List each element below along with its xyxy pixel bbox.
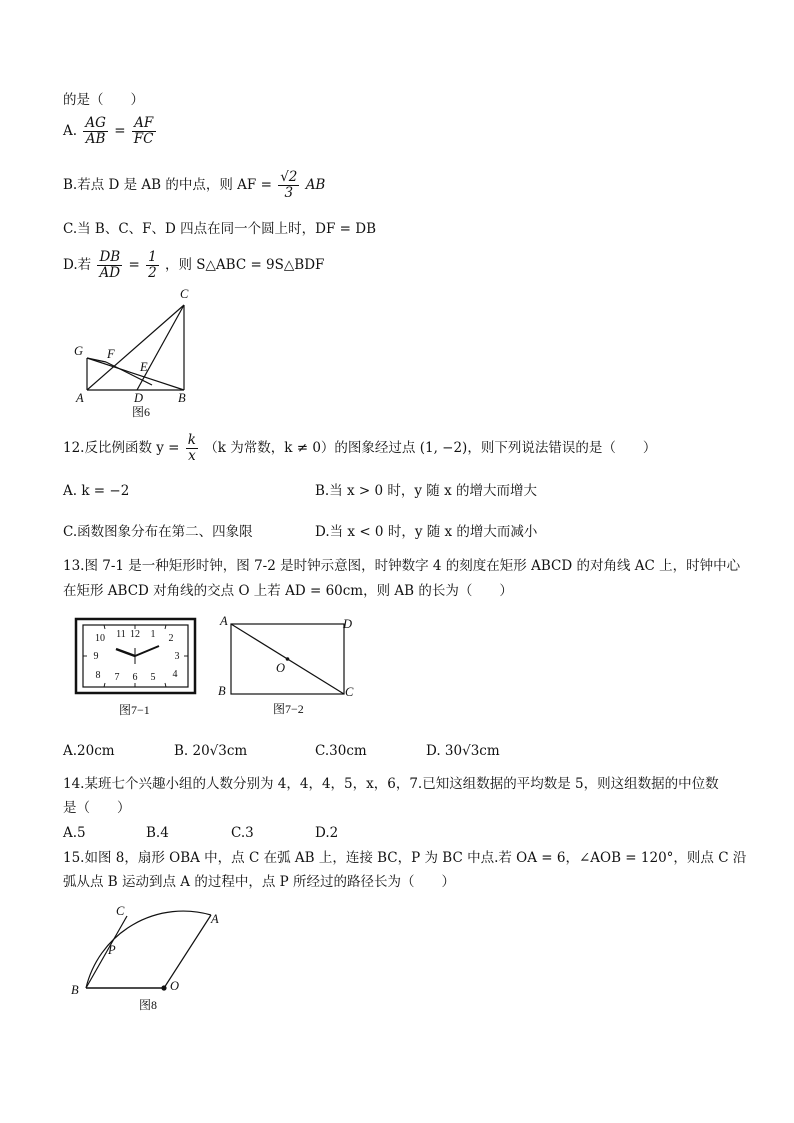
q13-line-2: 在矩形 ABCD 对角线的交点 O 上若 AD = 60cm，则 AB 的长为（ ） bbox=[63, 583, 513, 599]
svg-text:3: 3 bbox=[174, 651, 180, 662]
svg-text:6: 6 bbox=[132, 672, 138, 683]
figure-7-1-clock bbox=[74, 617, 199, 722]
svg-text:7: 7 bbox=[114, 672, 120, 683]
q12-option-d[interactable]: D.当 x < 0 时，y 随 x 的增大而减小 bbox=[315, 524, 538, 540]
q15-line-1: 15.如图 8，扇形 OBA 中，点 C 在弧 AB 上，连接 BC，P 为 BC 中点.若 OA = 6，∠AOB = 120°，则点 C 沿 bbox=[63, 850, 747, 866]
svg-text:11: 11 bbox=[116, 629, 126, 640]
q12-option-b[interactable]: B.当 x > 0 时，y 随 x 的增大而增大 bbox=[315, 483, 538, 499]
segment-oa bbox=[164, 915, 211, 988]
q12-option-c[interactable]: C.函数图象分布在第二、四象限 bbox=[63, 524, 253, 540]
q12-k-over-x: $\frac{k}{x}$ bbox=[187, 432, 196, 464]
svg-text:2: 2 bbox=[168, 633, 174, 644]
q11-option-d-half: $\frac{1}{2}$ bbox=[148, 249, 157, 281]
q14-option-c[interactable]: C.3 bbox=[231, 825, 254, 841]
figure-7-2-caption: 图7−2 bbox=[273, 702, 304, 716]
q13-option-b[interactable]: B. 20√3cm bbox=[174, 743, 248, 759]
q11-option-b-fraction: $\frac{√2}{3}$ bbox=[280, 169, 298, 201]
svg-text:5: 5 bbox=[150, 672, 156, 683]
label-a: A bbox=[220, 614, 228, 628]
q13-line-1: 13.图 7-1 是一种矩形时钟，图 7-2 是时钟示意图，时钟数字 4 的刻度在矩形 ABCD 的对角线 AC 上，时钟中心 bbox=[63, 558, 741, 574]
label-a: A bbox=[211, 912, 219, 926]
label-o: O bbox=[170, 979, 180, 993]
q14-option-b[interactable]: B.4 bbox=[146, 825, 169, 841]
arc-ab bbox=[86, 911, 211, 988]
label-o: O bbox=[276, 661, 286, 675]
q11-option-d[interactable] bbox=[63, 250, 324, 281]
svg-text:12: 12 bbox=[130, 629, 140, 640]
equals-sign: = bbox=[114, 123, 126, 139]
figure-7-2-rectangle bbox=[215, 612, 365, 720]
q11-stem-tail: 的是（ ） bbox=[63, 92, 144, 108]
figure-8-caption: 图8 bbox=[139, 998, 158, 1012]
q13-option-a[interactable]: A.20cm bbox=[63, 743, 115, 759]
label-c: C bbox=[180, 287, 189, 301]
segment-bc bbox=[86, 916, 127, 988]
figure-8-sector bbox=[66, 898, 231, 1013]
segment-cd bbox=[137, 305, 184, 390]
q11-option-a-lhs: $\frac{AG}{AB}$ bbox=[85, 115, 106, 147]
q13-option-c[interactable]: C.30cm bbox=[315, 743, 367, 759]
q12-stem-a: 12.反比例函数 y = bbox=[63, 440, 180, 456]
center-point-o bbox=[286, 657, 290, 661]
q11-option-d-text: D.若 bbox=[63, 257, 92, 273]
label-c: C bbox=[116, 904, 125, 918]
q14-line-2: 是（ ） bbox=[63, 800, 131, 816]
q11-option-d-ratio: $\frac{DB}{AD}$ bbox=[99, 249, 121, 281]
label-d: D bbox=[134, 391, 144, 405]
q11-option-a-rhs: $\frac{AF}{FC}$ bbox=[133, 115, 154, 147]
clock-minute-hand bbox=[135, 646, 159, 656]
label-e: E bbox=[140, 360, 148, 374]
label-b: B bbox=[71, 983, 79, 997]
label-d: D bbox=[343, 617, 353, 631]
figure-6-caption: 图6 bbox=[132, 405, 151, 419]
svg-text:8: 8 bbox=[95, 670, 101, 681]
q11-option-a-label: A. bbox=[63, 123, 78, 139]
label-b: B bbox=[178, 391, 186, 405]
q12-stem-b: （k 为常数，k ≠ 0）的图象经过点 (1, −2)，则下列说法错误的是（ ） bbox=[204, 440, 657, 456]
q11-option-b[interactable] bbox=[63, 170, 325, 201]
q14-line-1: 14.某班七个兴趣小组的人数分别为 4，4，4，5，x，6，7.已知这组数据的平均数是 5，则这组数据的中位数 bbox=[63, 776, 719, 792]
q11-option-c[interactable]: C.当 B、C、F、D 四点在同一个圆上时，DF = DB bbox=[63, 221, 376, 237]
label-b: B bbox=[218, 684, 226, 698]
equals-sign: = bbox=[128, 257, 140, 273]
label-p: P bbox=[108, 943, 116, 957]
label-a: A bbox=[76, 391, 84, 405]
q13-option-d[interactable]: D. 30√3cm bbox=[426, 743, 500, 759]
q14-option-a[interactable]: A.5 bbox=[63, 825, 86, 841]
figure-7-1-caption: 图7−1 bbox=[119, 703, 150, 717]
segment-gb bbox=[87, 358, 184, 390]
figure-6 bbox=[70, 285, 205, 420]
svg-text:4: 4 bbox=[172, 669, 178, 680]
label-c: C bbox=[345, 685, 354, 699]
q11-option-b-tail: AB bbox=[305, 177, 326, 193]
q11-option-a[interactable] bbox=[63, 116, 158, 147]
q14-option-d[interactable]: D.2 bbox=[315, 825, 339, 841]
center-point-o bbox=[161, 985, 166, 990]
q11-option-d-tail: ，则 S△ABC = 9S△BDF bbox=[164, 257, 325, 273]
q15-line-2: 弧从点 B 运动到点 A 的过程中，点 P 所经过的路径长为（ ） bbox=[63, 874, 456, 890]
clock-hour-hand bbox=[116, 649, 135, 656]
label-g: G bbox=[74, 344, 84, 358]
q11-option-b-text: B.若点 D 是 AB 的中点，则 AF = bbox=[63, 177, 272, 193]
label-f: F bbox=[107, 347, 115, 361]
svg-text:10: 10 bbox=[95, 633, 105, 644]
q12-stem bbox=[63, 433, 656, 464]
q12-option-a[interactable]: A. k = −2 bbox=[63, 483, 130, 499]
svg-text:9: 9 bbox=[93, 651, 99, 662]
svg-text:1: 1 bbox=[150, 629, 156, 640]
